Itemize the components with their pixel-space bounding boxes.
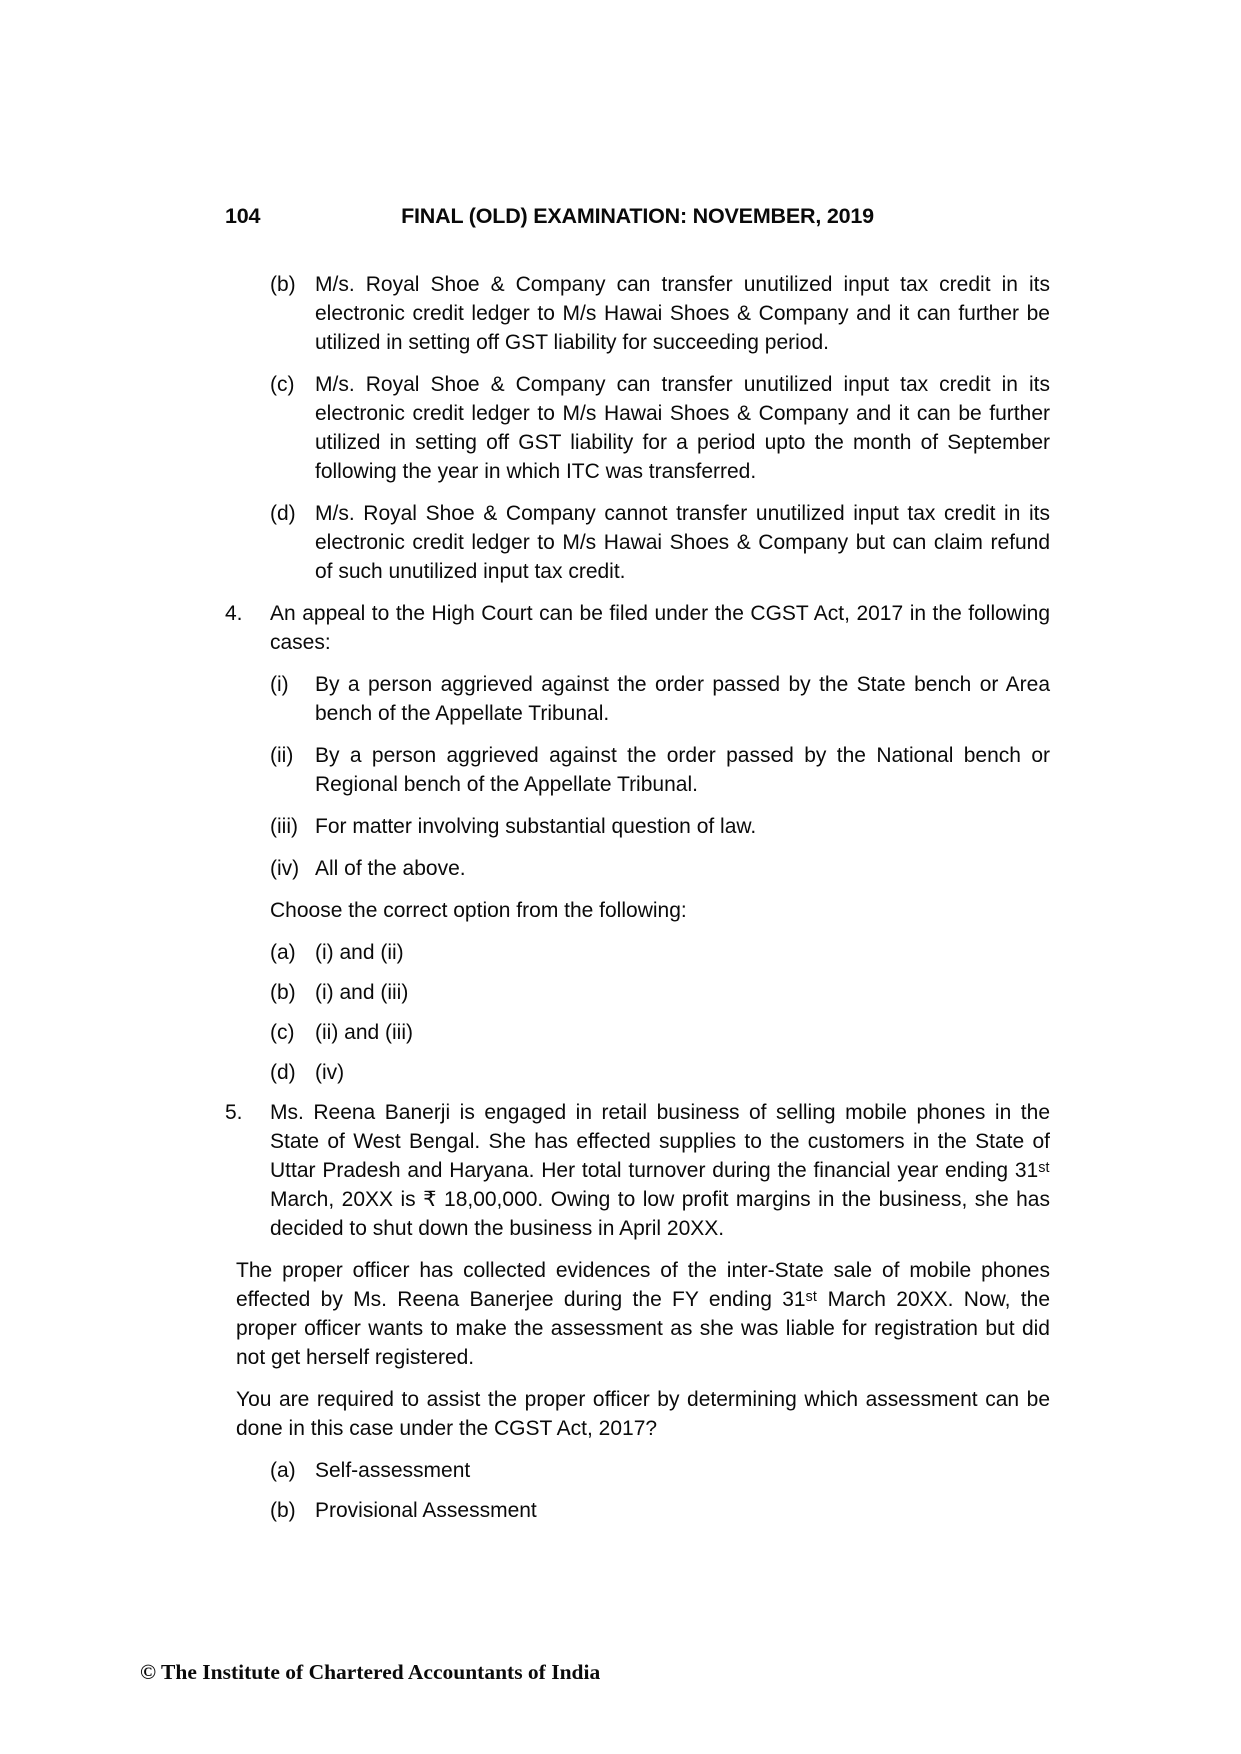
question-5 (225, 1098, 1050, 1243)
option-text: M/s. Royal Shoe & Company can transfer unutilized input tax credit in its electronic credit ledger to M/s Hawai Shoes & Company and it can further be utilized in setting off GST liability for succeeding period. (315, 273, 1050, 354)
subitem-row (270, 854, 1050, 883)
option-label: (b) (270, 981, 296, 1004)
subitem-label: (iii) (270, 815, 298, 838)
option-row (270, 938, 1050, 967)
option-label: (c) (270, 1021, 295, 1044)
option-label: (b) (270, 1499, 296, 1522)
question-number: 4. (225, 602, 243, 625)
subitem-label: (ii) (270, 744, 294, 767)
choose-instruction: Choose the correct option from the following: (270, 899, 687, 922)
question-5-paragraph: The proper officer has collected evidences of the inter-State sale of mobile phones effected by Ms. Reena Banerjee during the FY ending 31ˢᵗ March 20XX. Now, the proper officer wants to make the assessment as she was liable for registration but did not get herself registered. (236, 1259, 1050, 1369)
subitem-label: (i) (270, 673, 289, 696)
question-5-paragraph: You are required to assist the proper officer by determining which assessment can be done in this case under the CGST Act, 2017? (236, 1388, 1050, 1440)
option-text: Provisional Assessment (315, 1499, 537, 1522)
question-text: Ms. Reena Banerji is engaged in retail business of selling mobile phones in the State of West Bengal. She has effected supplies to the customers in the State of Uttar Pradesh and Haryana. Her total turnover during the financial year ending 31ˢᵗ March, 20XX is ₹ 18,00,000. Owing to low profit margins in the business, she has decided to shut down the business in April 20XX. (270, 1101, 1050, 1240)
option-row (270, 1018, 1050, 1047)
question-text: An appeal to the High Court can be filed under the CGST Act, 2017 in the following cases: (270, 602, 1050, 654)
option-row (270, 1456, 1050, 1485)
option-row (270, 978, 1050, 1007)
option-row (270, 270, 1050, 357)
option-label: (d) (270, 502, 296, 525)
question-number: 5. (225, 1101, 243, 1124)
option-text: (i) and (ii) (315, 941, 404, 964)
option-row (270, 499, 1050, 586)
subitem-row (270, 670, 1050, 728)
page-content (225, 270, 1050, 1536)
subitem-text: All of the above. (315, 857, 466, 880)
option-row (270, 1058, 1050, 1087)
subitem-text: By a person aggrieved against the order passed by the State bench or Area bench of the Appellate Tribunal. (315, 673, 1050, 725)
option-text: (iv) (315, 1061, 345, 1084)
option-text: M/s. Royal Shoe & Company cannot transfer unutilized input tax credit in its electronic credit ledger to M/s Hawai Shoes & Company but can claim refund of such unutilized input tax credit. (315, 502, 1050, 583)
page-header (225, 202, 1050, 231)
subitem-label: (iv) (270, 857, 300, 880)
subitem-text: By a person aggrieved against the order passed by the National bench or Regional bench of the Appellate Tribunal. (315, 744, 1050, 796)
question-4 (225, 599, 1050, 657)
option-row (270, 370, 1050, 486)
option-text: M/s. Royal Shoe & Company can transfer unutilized input tax credit in its electronic credit ledger to M/s Hawai Shoes & Company and it can be further utilized in setting off GST liability for a period upto the month of September following the year in which ITC was transferred. (315, 373, 1050, 483)
option-label: (c) (270, 373, 295, 396)
option-label: (a) (270, 941, 296, 964)
page-number: 104 (225, 204, 261, 228)
option-text: (i) and (iii) (315, 981, 409, 1004)
option-row (270, 1496, 1050, 1525)
option-label: (b) (270, 273, 296, 296)
option-label: (a) (270, 1459, 296, 1482)
subitem-row (270, 812, 1050, 841)
copyright-notice: © The Institute of Chartered Accountants of India (140, 1660, 601, 1684)
subitem-row (270, 741, 1050, 799)
option-text: (ii) and (iii) (315, 1021, 414, 1044)
subitem-text: For matter involving substantial question of law. (315, 815, 757, 838)
option-label: (d) (270, 1061, 296, 1084)
page-title: FINAL (OLD) EXAMINATION: NOVEMBER, 2019 (401, 204, 874, 228)
option-text: Self-assessment (315, 1459, 471, 1482)
